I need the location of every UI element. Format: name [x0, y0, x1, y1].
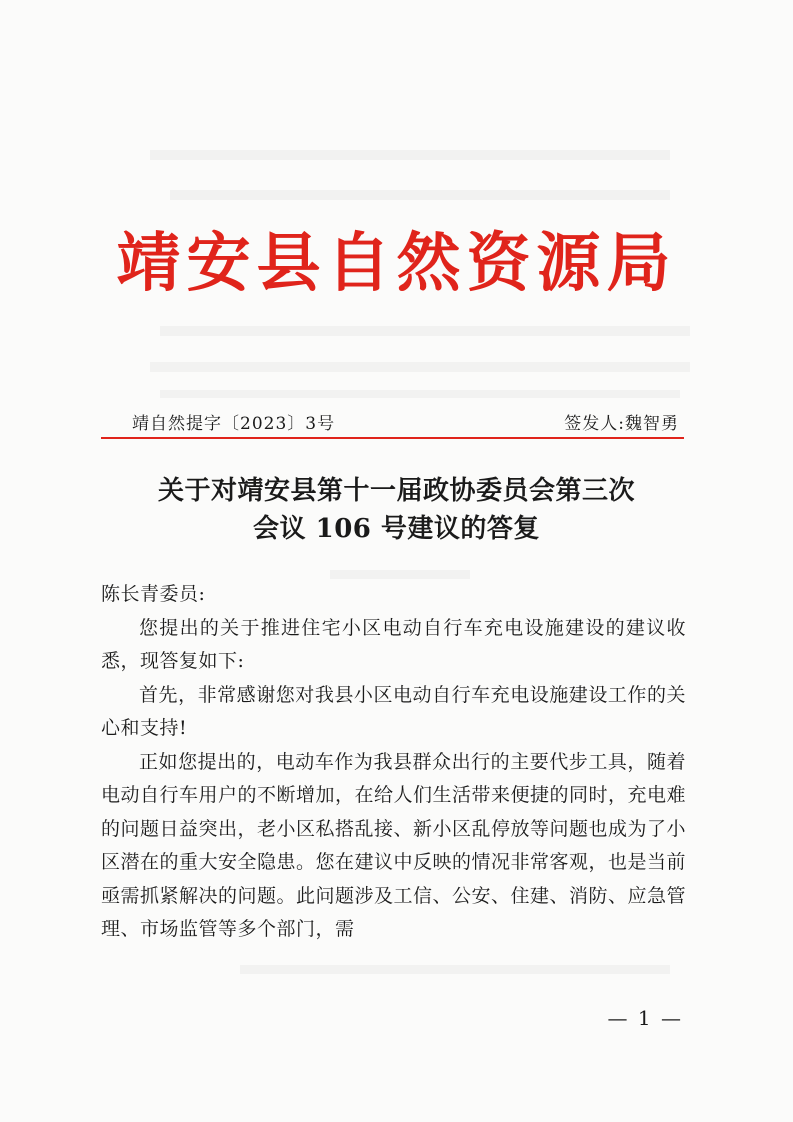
signer: 签发人:魏智勇 — [564, 414, 679, 434]
paragraph: 正如您提出的，电动车作为我县群众出行的主要代步工具，随着电动自行车用户的不断增加，在给人们生活带来便捷的同时，充电难的问题日益突出，老小区私搭乱接、新小区乱停放等问题也成为了小区潜在的重大安全隐患。您在建议中反映的情况非常客观，也是当前亟需抓紧解决的问题。此问题涉及工信、公安、住建、消防、应急管理、市场监管等多个部门，需 — [101, 750, 687, 940]
document-body — [101, 578, 686, 947]
document-title — [100, 472, 693, 548]
paragraph: 首先，非常感谢您对我县小区电动自行车充电设施建设工作的关心和支持! — [101, 683, 686, 739]
title-line-1: 关于对靖安县第十一届政协委员会第三次 — [157, 476, 635, 506]
title-line-2: 会议 106 号建议的答复 — [253, 514, 540, 544]
document-number: 靖自然提字〔2023〕3号 — [132, 414, 336, 434]
agency-title: 靖安县自然资源局 — [116, 227, 677, 301]
bleed-through-mark — [160, 390, 680, 398]
paragraph: 您提出的关于推进住宅小区电动自行车充电设施建设的建议收悉，现答复如下: — [101, 616, 686, 672]
bleed-through-mark — [240, 965, 670, 974]
page-number: — 1 — — [607, 1006, 683, 1030]
bleed-through-mark — [150, 362, 690, 372]
salutation: 陈长青委员: — [101, 583, 206, 605]
bleed-through-mark — [160, 326, 690, 336]
bleed-through-mark — [170, 190, 670, 200]
red-divider-line — [101, 437, 684, 439]
bleed-through-mark — [150, 150, 670, 160]
